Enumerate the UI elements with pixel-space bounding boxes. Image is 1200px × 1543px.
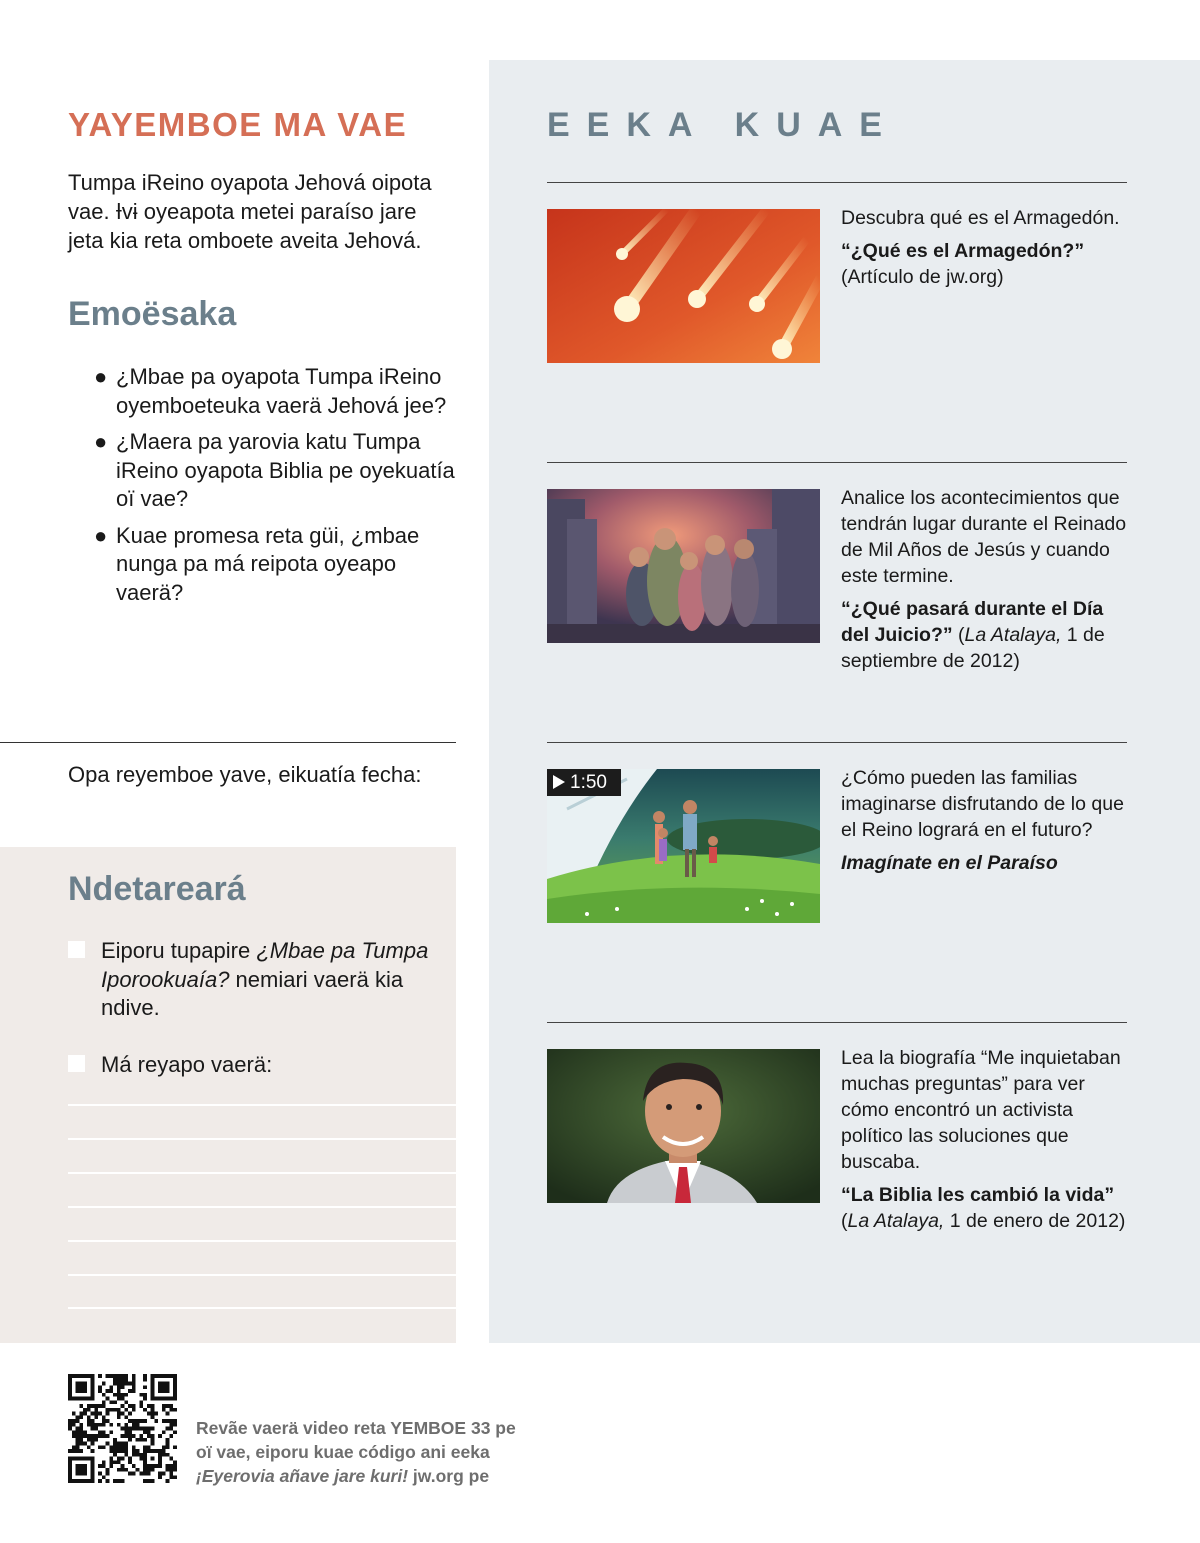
task-item <box>68 1051 438 1080</box>
task-text: Eiporu tupapire ¿Mbae pa Tumpa Iporookuaía? nemiari vaerä kia ndive. <box>101 938 429 1020</box>
resource-text <box>841 765 1131 876</box>
resource-text <box>841 485 1131 674</box>
resource-description: Analice los acontecimientos que tendrán lugar durante el Reinado de Mil Años de Jesús y cuando este termine. <box>841 487 1127 587</box>
section-divider <box>547 742 1127 743</box>
resource-link[interactable]: Imagínate en el Paraíso <box>841 852 1058 874</box>
resource-source <box>841 850 1131 876</box>
section-divider <box>547 182 1127 183</box>
resource-source: “¿Qué pasará durante el Día del Juicio?” (La Atalaya, 1 de septiembre de 2012) <box>841 598 1105 672</box>
section-divider <box>547 462 1127 463</box>
writing-line <box>68 1138 456 1140</box>
bullet-icon: ● <box>94 364 108 389</box>
section-divider <box>0 742 456 743</box>
family-sheltering-image[interactable] <box>547 489 820 643</box>
writing-line <box>68 1307 456 1309</box>
writing-line <box>68 1104 456 1106</box>
section-divider <box>547 1022 1127 1023</box>
resource-source: “¿Qué es el Armagedón?” (Artículo de jw.org) <box>841 240 1085 288</box>
resource-link[interactable]: “¿Qué es el Armagedón?” <box>841 240 1085 262</box>
writing-line <box>68 1274 456 1276</box>
review-question: ● Kuae promesa reta güi, ¿mbae nunga pa má reipota oyeapo vaerä? <box>94 522 420 605</box>
checkbox[interactable] <box>68 941 85 958</box>
play-icon <box>553 775 565 789</box>
questions-heading: Emoësaka <box>68 295 237 333</box>
resource-link[interactable]: “La Biblia les cambió la vida” <box>841 1184 1115 1206</box>
writing-line <box>68 1206 456 1208</box>
resource-link[interactable]: “¿Qué pasará durante el Día del Juicio?” <box>841 598 1104 646</box>
resource-source: “La Biblia les cambió la vida” (La Atalaya, 1 de enero de 2012) <box>841 1184 1126 1232</box>
tasks-heading: Ndetareará <box>68 870 246 908</box>
review-question: ● ¿Maera pa yarovia katu Tumpa iReino oyapota Biblia pe oyekuatía oï vae? <box>94 429 455 511</box>
task-item <box>68 937 438 1023</box>
review-questions-list <box>94 363 464 615</box>
writing-line <box>68 1240 456 1242</box>
bullet-icon: ● <box>94 429 108 454</box>
date-prompt: Opa reyemboe yave, eikuatía fecha: <box>68 762 422 787</box>
further-reading-title: EEKA KUAE <box>547 106 899 144</box>
qr-code[interactable] <box>68 1374 177 1483</box>
task-text: Má reyapo vaerä: <box>101 1052 273 1077</box>
review-title: YAYEMBOE MA VAE <box>68 106 408 143</box>
resource-description: ¿Cómo pueden las familias imaginarse disfrutando de lo que el Reino logrará en el futuro? <box>841 767 1124 841</box>
lesson-summary: Tumpa iReino oyapota Jehová oipota vae. Ɨvɨ oyeapota metei paraíso jare jeta kia reta omboete aveita Jehová. <box>68 170 432 253</box>
checkbox[interactable] <box>68 1055 85 1072</box>
meteor-shower-image[interactable] <box>547 209 820 363</box>
footer-note: Revãe vaerä video reta YEMBOE 33 pe oï vae, eiporu kuae código ani eeka ¡Eyerovia añave jare kuri! jw.org pe <box>196 1418 516 1486</box>
resource-description: Descubra qué es el Armagedón. <box>841 207 1120 229</box>
bullet-icon: ● <box>94 522 108 548</box>
tasks-panel <box>0 847 456 1343</box>
man-portrait-image[interactable] <box>547 1049 820 1203</box>
writing-line <box>68 1172 456 1174</box>
resource-description: Lea la biografía “Me inquietaban muchas preguntas” para ver cómo encontró un activista político las soluciones que buscaba. <box>841 1047 1121 1173</box>
resource-text <box>841 1045 1131 1234</box>
review-question: ● ¿Mbae pa oyapota Tumpa iReino oyemboeteuka vaerä Jehová jee? <box>94 364 447 418</box>
video-duration-badge: 1:50 <box>547 769 621 796</box>
resource-text <box>841 205 1131 290</box>
